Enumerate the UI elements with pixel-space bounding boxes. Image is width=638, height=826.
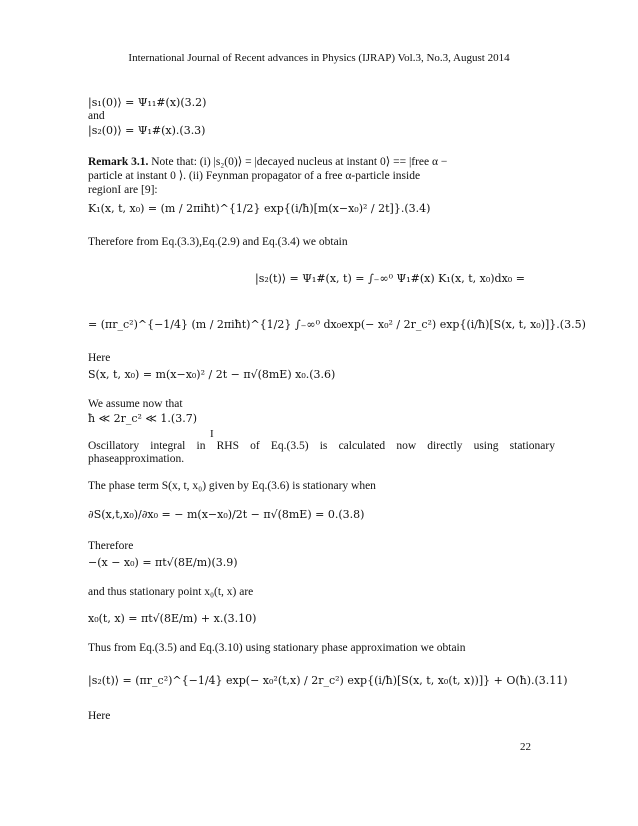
oscillatory-paragraph: Oscillatory integral in RHS of Eq.(3.5) is calculated now directly using stationary phaseapproximation.: [88, 440, 555, 465]
remark-line: [88, 156, 447, 169]
eq-3-5-part-a: |s₂(t)⟩ = Ψ₁#(x, t) = ∫₋∞⁰ Ψ₁#(x) K₁(x, t, x₀)dx₀ =: [255, 272, 525, 285]
eq-3-5-part-b: = (πr_c²)^{−1/4} (m / 2πiħt)^{1/2} ∫₋∞⁰ dx₀exp(− x₀² / 2r_c²) exp{(i/ħ)[S(x, t, x₀)]}.(3.5): [88, 318, 586, 331]
phase-line: The phase term S(x, t, x₀) given by Eq.(3.6) is stationary when: [88, 480, 376, 492]
eq-3-9: −(x − x₀) = πt√(8E/m)(3.9): [88, 556, 238, 569]
remark-heading: Remark 3.1.: [88, 156, 149, 168]
eq-3-3: |s₂(0)⟩ = Ψ₁#(x).(3.3): [88, 124, 206, 137]
eq-3-8: ∂S(x,t,x₀)/∂x₀ = − m(x−x₀)/2t − π√(8mE) = 0.(3.8): [88, 508, 365, 521]
remark-text: Note that: (i) |s₂(0)⟩ = |decayed nucleus at instant 0⟩ == |free α −: [148, 156, 448, 168]
eq-3-6: S(x, t, x₀) = m(x−x₀)² / 2t − π√(8mE) x₀.(3.6): [88, 368, 336, 381]
assume-line: We assume now that: [88, 398, 183, 410]
eq-3-4: K₁(x, t, x₀) = (m / 2πiħt)^{1/2} exp{(i/ħ)[m(x−x₀)² / 2t]}.(3.4): [88, 202, 431, 215]
here-line-1: Here: [88, 352, 111, 364]
eq-3-10: x₀(t, x) = πt√(8E/m) + x.(3.10): [88, 612, 257, 625]
remark-continuation: particle at instant 0 ⟩. (ii) Feynman propagator of a free α-particle inside: [88, 170, 421, 182]
region-line: regionI are [9]:: [88, 184, 158, 196]
stray-letter: I: [210, 428, 214, 440]
here-line-2: Here: [88, 710, 111, 722]
thus-line: Thus from Eq.(3.5) and Eq.(3.10) using stationary phase approximation we obtain: [88, 642, 466, 654]
eq-3-11: |s₂(t)⟩ = (πr_c²)^{−1/4} exp(− x₀²(t,x) / 2r_c²) exp{(i/ħ)[S(x, t, x₀(t, x))]} + O(ħ).(3.11): [88, 674, 568, 687]
therefore-line-1: Therefore from Eq.(3.3),Eq.(2.9) and Eq.(3.4) we obtain: [88, 236, 348, 248]
stationary-point-line: and thus stationary point x₀(t, x) are: [88, 586, 254, 598]
running-header: International Journal of Recent advances in Physics (IJRAP) Vol.3, No.3, August 2014: [128, 52, 510, 64]
eq-3-2: |s₁(0)⟩ = Ψ₁₁#(x)(3.2): [88, 96, 207, 109]
therefore-line-2: Therefore: [88, 540, 134, 552]
page-number: 22: [520, 741, 531, 753]
text-and: and: [88, 110, 105, 122]
eq-3-7: ħ ≪ 2r_c² ≪ 1.(3.7): [88, 412, 198, 425]
